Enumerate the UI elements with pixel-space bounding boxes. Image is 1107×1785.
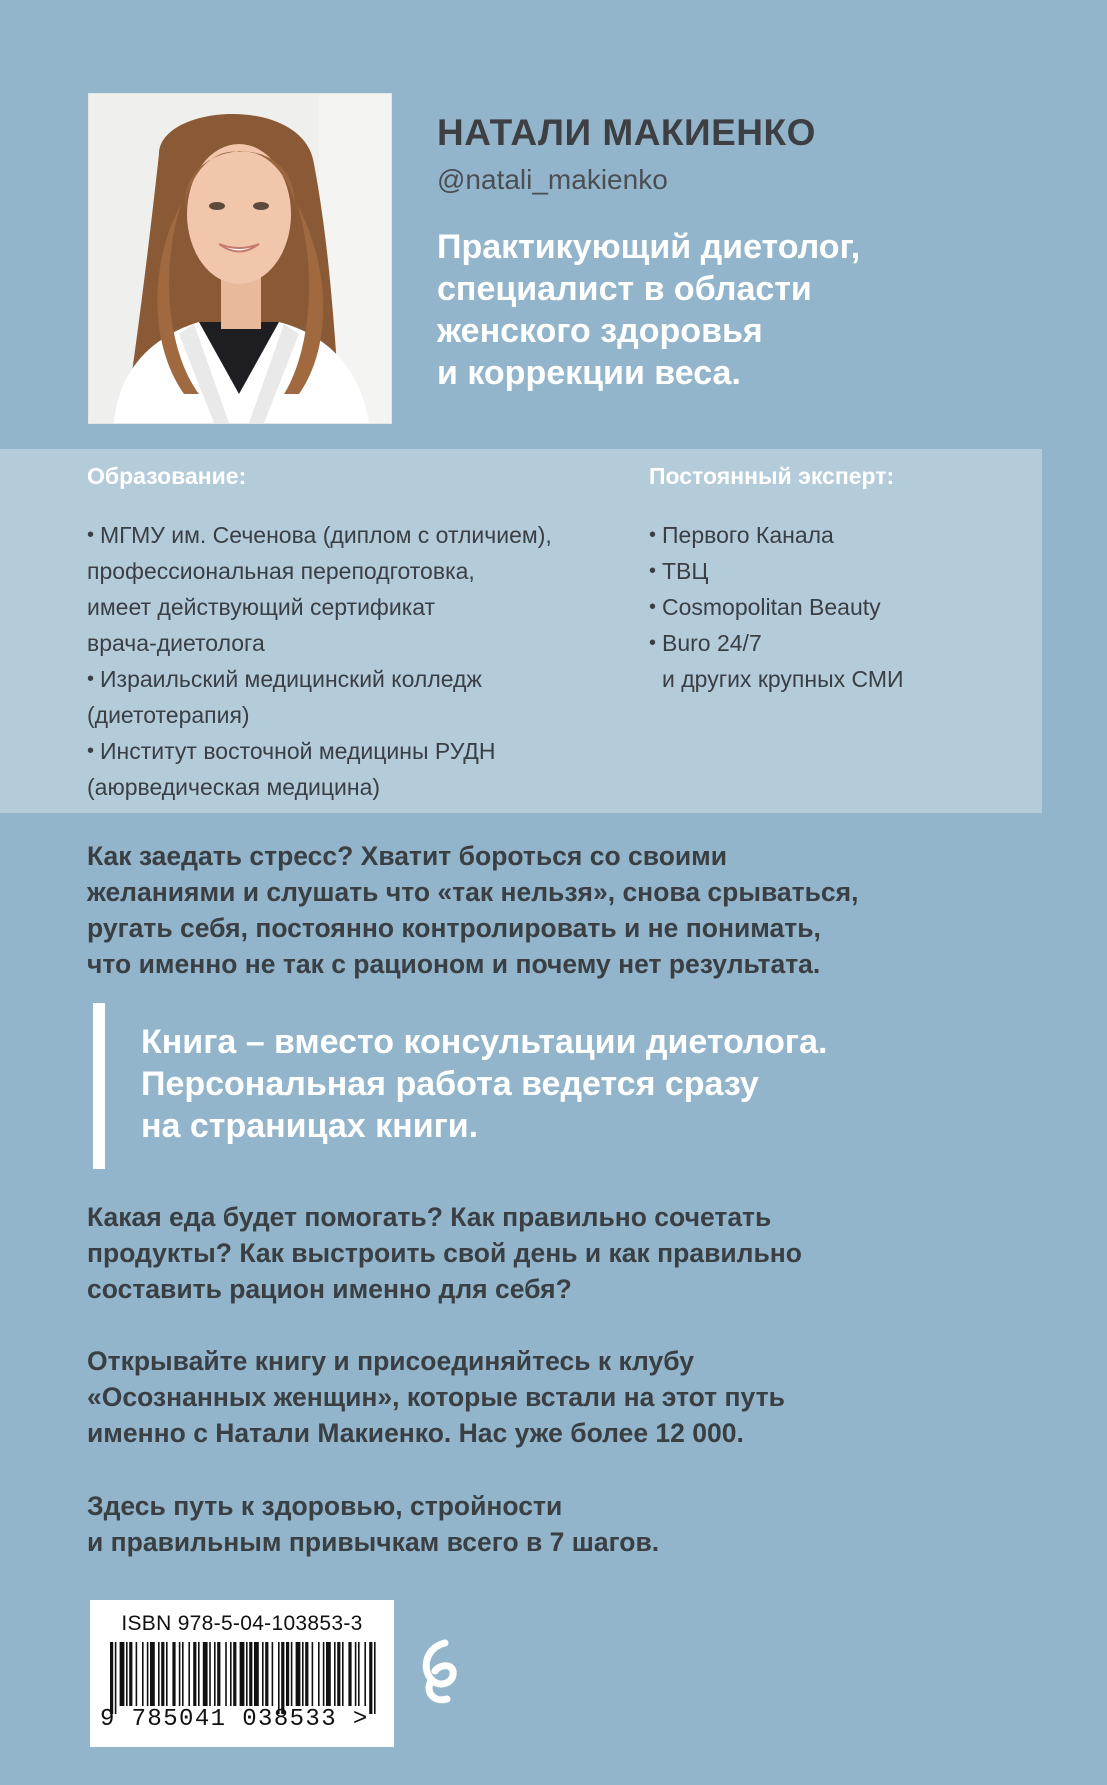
- paragraph-line: составить рацион именно для себя?: [87, 1274, 572, 1304]
- list-item: [649, 517, 1039, 553]
- publisher-logo-icon: [415, 1637, 461, 1712]
- paragraph-line: ругать себя, постоянно контролировать и не понимать,: [87, 913, 821, 943]
- questions-paragraph: [87, 1199, 987, 1307]
- list-item: [649, 553, 1039, 589]
- paragraph-line: именно с Натали Макиенко. Нас уже более 12 000.: [87, 1418, 744, 1448]
- author-description-line: специалист в области: [437, 270, 812, 308]
- list-item: [649, 589, 1039, 625]
- quote-line: на страницах книги.: [141, 1107, 479, 1145]
- list-line: ТВЦ: [662, 558, 709, 584]
- author-description-line: и коррекции веса.: [437, 354, 741, 392]
- list-line: Buro 24/7: [662, 630, 762, 656]
- paragraph-line: желаниями и слушать что «так нельзя», снова срываться,: [87, 877, 859, 907]
- author-handle: @natali_makienko: [437, 164, 668, 195]
- bullet-icon: •: [87, 524, 95, 546]
- author-description-line: женского здоровья: [437, 312, 763, 350]
- paragraph-line: «Осознанных женщин», которые встали на этот путь: [87, 1382, 785, 1412]
- list-line: Cosmopolitan Beauty: [662, 594, 881, 620]
- education-column: [87, 463, 627, 805]
- author-description-line: Практикующий диетолог,: [437, 228, 861, 266]
- list-item: [87, 661, 627, 733]
- quote-line: Книга – вместо консультации диетолога.: [141, 1023, 828, 1061]
- list-line: (аюрведическая медицина): [87, 774, 381, 800]
- intro-paragraph: [87, 838, 987, 982]
- list-line: Институт восточной медицины РУДН: [100, 738, 496, 764]
- list-line: МГМУ им. Сеченова (диплом с отличием),: [100, 522, 552, 548]
- author-photo: [88, 93, 392, 424]
- bullet-icon: •: [87, 740, 95, 762]
- expert-title: Постоянный эксперт:: [649, 463, 895, 489]
- author-description: [437, 226, 1057, 394]
- barcode-digits: 9 785041 038533 >: [100, 1706, 369, 1733]
- paragraph-line: Здесь путь к здоровью, стройности: [87, 1491, 563, 1521]
- paragraph-line: и правильным привычкам всего в 7 шагов.: [87, 1527, 660, 1557]
- list-item: [87, 517, 627, 661]
- list-item: [87, 733, 627, 805]
- education-title: Образование:: [87, 463, 247, 489]
- author-block: [437, 112, 1057, 394]
- quote-block: [141, 1021, 1021, 1147]
- paragraph-line: Какая еда будет помогать? Как правильно сочетать: [87, 1202, 772, 1232]
- barcode-box: [90, 1600, 394, 1747]
- bullet-icon: •: [649, 596, 657, 618]
- list-item: [649, 625, 1039, 697]
- bullet-icon: •: [649, 632, 657, 654]
- author-name: НАТАЛИ МАКИЕНКО: [437, 112, 816, 153]
- list-line: Первого Канала: [662, 522, 834, 548]
- bullet-icon: •: [649, 524, 657, 546]
- barcode-bars: [104, 1642, 380, 1714]
- list-line: (диетотерапия): [87, 702, 250, 728]
- bullet-icon: •: [87, 668, 95, 690]
- paragraph-line: продукты? Как выстроить свой день и как правильно: [87, 1238, 802, 1268]
- list-line: врача-диетолога: [87, 630, 265, 656]
- bullet-icon: •: [649, 560, 657, 582]
- paragraph-line: что именно не так с рационом и почему нет результата.: [87, 949, 821, 979]
- quote-line: Персональная работа ведется сразу: [141, 1065, 759, 1103]
- list-line: имеет действующий сертификат: [87, 594, 436, 620]
- list-line: и других крупных СМИ: [662, 666, 904, 692]
- expert-column: [649, 463, 1039, 697]
- paragraph-line: Как заедать стресс? Хватит бороться со своими: [87, 841, 728, 871]
- steps-paragraph: [87, 1488, 987, 1560]
- quote-bar: [93, 1003, 105, 1169]
- expert-list: [649, 517, 1039, 697]
- isbn-text: ISBN 978-5-04-103853-3: [121, 1612, 363, 1635]
- list-line: профессиональная переподготовка,: [87, 558, 475, 584]
- paragraph-line: Открывайте книгу и присоединяйтесь к клубу: [87, 1346, 695, 1376]
- club-paragraph: [87, 1343, 987, 1451]
- education-list: [87, 517, 627, 805]
- credentials-band: [0, 449, 1042, 813]
- list-line: Израильский медицинский колледж: [100, 666, 482, 692]
